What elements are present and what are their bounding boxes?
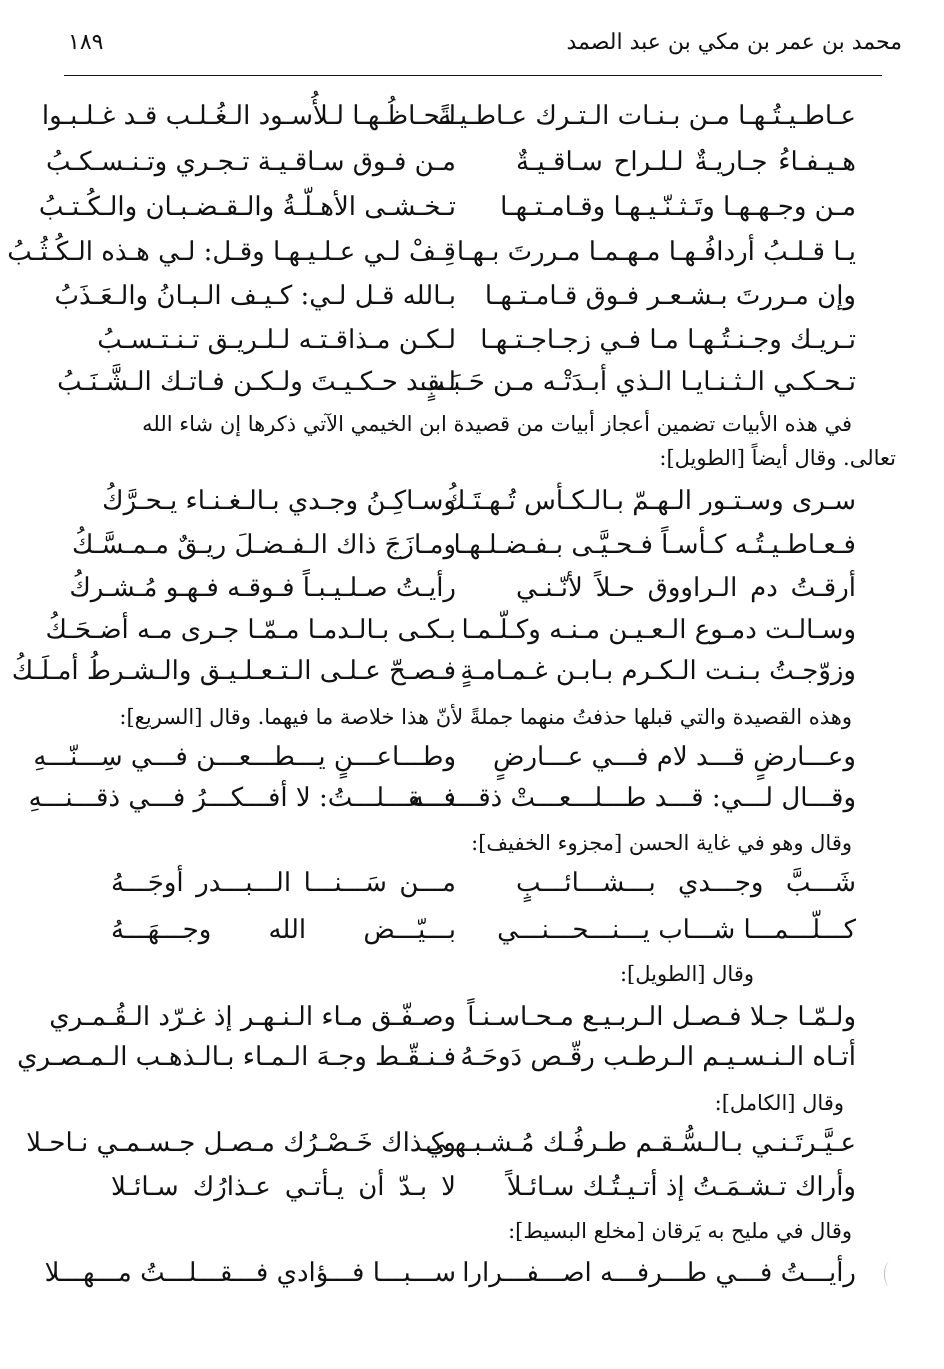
page-fold-mark <box>884 1262 895 1286</box>
verse-line <box>0 229 944 275</box>
verse-second-hemistich: تـخـشـى الأهـلّـةُ والـقـضـبـان والـكُـتـبُ <box>38 192 456 222</box>
running-header-title: محمد بن عمر بن مكي بن عبد الصمد <box>566 30 902 55</box>
verse-first-hemistich: وإن مـررتَ بـشـعـر فـوق قـامـتـهـا <box>484 281 856 311</box>
prose-note: وقال [الكامل]: <box>714 1091 844 1115</box>
prose-note: وقال [الطويل]: <box>619 962 754 986</box>
verse-line <box>0 478 944 524</box>
verse-first-hemistich: سـرى وسـتـور الـهـمّ بـالـكـأس تُـهـتَـكُ <box>443 486 856 516</box>
verse-line <box>0 1250 944 1296</box>
verse-second-hemistich: قِـفْ لـي عـلـيـهـا وقـل: لـي هـذه الـكُـثُـبُ <box>7 237 456 267</box>
verse-second-hemistich: لا بـدّ أن يـأتـي عـذارُك سـائـلا <box>111 1172 456 1202</box>
verse-first-hemistich: أتـاه الـنـسـيـم الـرطـب رقّـص دَوحَـهُ <box>460 1042 856 1072</box>
verse-line <box>0 359 944 405</box>
verse-second-hemistich: فـــقـــلـــتُ: لا أفـــكـــرُ فـــي ذقـــنـــهِ <box>28 783 456 813</box>
verse-first-hemistich: وسـالـت دمـوع الـعـيـن مـنـه وكـلّـمـا <box>461 615 856 645</box>
verse-line <box>0 860 944 906</box>
verse-first-hemistich: شَـــبَّ وجـــدي بـــشـــائـــبٍ <box>516 868 856 898</box>
verse-second-hemistich: بـالله قـل لـي: كـيـف الـبـانُ والـعَـذَبُ <box>54 281 456 311</box>
prose-note: وهذه القصيدة والتي قبلها حذفتُ منهما جملةً لأنّ هذا خلاصة ما فيهما. وقال [السريع]: <box>119 705 852 729</box>
verse-first-hemistich: عـيَّـرتَـنـي بـالـسُّـقـم طـرفُـك مُـشـبـهـي <box>425 1128 856 1158</box>
verse-second-hemistich: ومـازَجَ ذاك الـفـضـلَ ريـقٌ مـمـسَّـكُ <box>71 530 456 560</box>
verse-first-hemistich: رأيـــتُ فـــي طـــرفـــه اصـــفـــرارا <box>462 1258 856 1288</box>
verse-first-hemistich: تـحـكـي الـثـنـايـا الـذي أبـدَتْـه مـن حَـبَـبٍ <box>420 367 856 397</box>
verse-first-hemistich: تـريـك وجـنـتُـهـا مـا فـي زجـاجـتـهـا <box>480 325 856 355</box>
verse-first-hemistich: فـعـاطـيـتُـه كـأسـاً فـحـيَّـى بـفـضـلـهـا <box>453 530 856 560</box>
verse-line <box>0 1120 944 1166</box>
verse-line <box>0 184 944 230</box>
verse-line <box>0 522 944 568</box>
verse-first-hemistich: وأراك تـشـمَـتُ إذ أتـيـتُـك سـائـلاً <box>506 1172 856 1202</box>
verse-first-hemistich: وعـــارضٍ قـــد لام فـــي عـــارضٍ <box>493 742 856 772</box>
verse-second-hemistich: وكـذاك خَـصْـرُك مـصـل جـسـمـي نـاحـلا <box>26 1128 456 1158</box>
verse-second-hemistich: رأيـتُ صـلـيـبـاً فـوقـه فـهـو مُـشـركُ <box>69 573 456 603</box>
verse-line <box>0 648 944 694</box>
verse-first-hemistich: عـاطـيـتُـهـا مـن بـنـات الـتـرك عـاطـيـةً <box>438 101 856 131</box>
verse-line <box>0 565 944 611</box>
verse-second-hemistich: مـــن سَـــنـــا الـــبـــدر أوجَـــهُ <box>111 868 456 898</box>
prose-note: تعالى. وقال أيضاً [الطويل]: <box>659 446 896 470</box>
verse-second-hemistich: لـحـاظُـهـا لـلأُسـود الـغُـلـب قـد غـلـبـوا <box>41 101 456 131</box>
verse-second-hemistich: مـن فـوق سـاقـيـة تـجـري وتـنـسـكـبُ <box>46 147 456 177</box>
verse-line <box>0 607 944 653</box>
verse-first-hemistich: ولـمّـا جـلا فـصـل الـربـيـع مـحـاسـنـاً <box>467 1002 856 1032</box>
verse-first-hemistich: أرقـتُ دم الـراووق حـلاً لأنّـنـي <box>516 573 856 603</box>
verse-line <box>0 273 944 319</box>
verse-second-hemistich: وصـفّـق مـاء الـنـهـر إذ غـرّد الـقُـمـري <box>49 1002 456 1032</box>
verse-first-hemistich: وزوّجـتُ بـنـت الـكـرم بـابـن غـمـامـةٍ <box>460 656 856 686</box>
verse-second-hemistich: فـنـقّـط وجـهَ الـمـاء بـالـذهـب الـمـصـري <box>17 1042 456 1072</box>
verse-second-hemistich: لـكـن مـذاقـتـه لـلـريـق تـنـتـسـبُ <box>97 325 456 355</box>
verse-second-hemistich: وطـــاعـــنٍ يـــطـــعـــن فـــي سِـــنّـــهِ <box>33 742 456 772</box>
verse-second-hemistich: وسـاكِـنُ وجـدي بـالـغـنـاء يـحـرَّكُ <box>102 486 456 516</box>
verse-line <box>0 139 944 185</box>
prose-note: في هذه الأبيات تضمين أعجاز أبيات من قصيدة ابن الخيمي الآتي ذكرها إن شاء الله <box>142 412 852 436</box>
verse-line <box>0 1034 944 1080</box>
verse-first-hemistich: مـن وجـهـهـا وتَـثـنّـيـهـا وقـامـتـهـا <box>500 192 856 222</box>
verse-second-hemistich: بـــيّـــض الله وجـــهَـــهُ <box>111 915 456 945</box>
verse-first-hemistich: هـيـفـاءُ جـاريـةٌ لـلـراح سـاقـيـةٌ <box>516 147 856 177</box>
verse-line <box>0 1164 944 1210</box>
verse-second-hemistich: ســـبـــا فـــؤادي فـــقـــلـــتُ مـــهـــلا <box>44 1258 456 1288</box>
verse-line <box>0 317 944 363</box>
verse-line <box>0 93 944 139</box>
verse-first-hemistich: يـا قـلـبُ أردافُـهـا مـهـمـا مـررتَ بـهـا <box>456 237 856 267</box>
verse-line <box>0 907 944 953</box>
page-number: ١٨٩ <box>68 30 104 55</box>
prose-note: وقال وهو في غاية الحسن [مجزوء الخفيف]: <box>471 831 852 855</box>
header-rule <box>64 75 882 76</box>
prose-note: وقال في مليح به يَرقان [مخلع البسيط]: <box>508 1219 852 1243</box>
verse-second-hemistich: لـقـد حـكـيـتَ ولـكـن فـاتـك الـشَّـنَـبُ <box>57 367 456 397</box>
verse-second-hemistich: فـصـحّ عـلـى الـتـعـلـيـق والـشـرطُ أمـلَـكُ <box>11 656 456 686</box>
verse-first-hemistich: كـــلّـــمـــا شـــاب يـــنـــحـــنـــي <box>497 915 856 945</box>
verse-first-hemistich: وقـــال لـــي: قـــد طـــلـــعـــتْ ذقـــنـــه <box>410 783 856 813</box>
verse-line <box>0 734 944 780</box>
verse-line <box>0 775 944 821</box>
verse-second-hemistich: بـكـى بـالـدمـا مـمّـا جـرى مـه أضـحَـكُ <box>45 615 456 645</box>
